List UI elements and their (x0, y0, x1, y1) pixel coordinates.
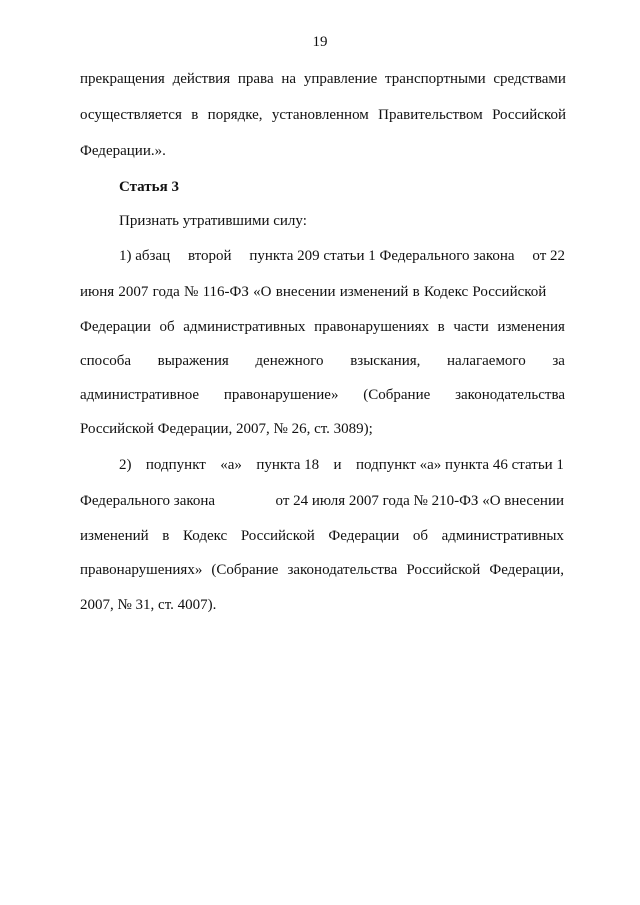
continuation-line-1 (80, 70, 566, 88)
text-segment: пункта 18 (256, 457, 320, 473)
word: средствами (493, 71, 566, 87)
word: (Собрание (363, 387, 431, 403)
word: выражения (157, 353, 229, 369)
item1-line-4 (80, 352, 565, 370)
word: способа (80, 353, 132, 369)
text-segment: «а» (220, 457, 242, 473)
word: транспортными (385, 71, 486, 87)
item1-line-6: Российской Федерации, 2007, № 26, ст. 3089); (80, 421, 373, 437)
word: в (437, 319, 445, 335)
item2-line-5: 2007, № 31, ст. 4007). (80, 597, 217, 613)
word: в (162, 528, 170, 544)
word: порядке, (207, 107, 263, 123)
word: управление (303, 71, 378, 87)
word: осуществляется (80, 107, 182, 123)
text-segment: и (333, 457, 342, 473)
word: правонарушениях» (80, 562, 203, 578)
item1-line-1 (119, 247, 565, 265)
page-number: 19 (312, 34, 328, 50)
word: Федерации (80, 319, 151, 335)
word: на (281, 71, 297, 87)
word: Правительством (378, 107, 483, 123)
word: законодательства (287, 562, 398, 578)
text-segment: 1) абзац (119, 248, 171, 264)
text-segment: от 22 (532, 248, 565, 264)
word: Российской (406, 562, 481, 578)
text-segment: пункта 209 статьи 1 Федерального закона (249, 248, 515, 264)
text-segment: июня 2007 года № 116-ФЗ «О внесении изменений в Кодекс Российской (80, 284, 547, 300)
continuation-line-3: Федерации.». (80, 143, 166, 159)
item1-line-2 (80, 283, 565, 301)
word: Федерации (328, 528, 400, 544)
item2-line-2 (80, 492, 564, 510)
text-segment: подпункт «а» пункта 46 статьи 1 (355, 457, 564, 473)
word: налагаемого (447, 353, 526, 369)
word: правонарушение» (223, 387, 339, 403)
word: административное (80, 387, 200, 403)
word: Федерации, (489, 562, 564, 578)
word: изменений (80, 528, 149, 544)
word: изменения (497, 319, 565, 335)
article-heading: Статья 3 (119, 179, 179, 195)
item1-line-5 (80, 386, 565, 404)
word: прекращения (80, 71, 165, 87)
word: части (453, 319, 489, 335)
word: установленном (271, 107, 369, 123)
word: взыскания, (350, 353, 421, 369)
word: денежного (255, 353, 324, 369)
word: законодательства (455, 387, 565, 403)
word: Кодекс (183, 528, 228, 544)
word: об (159, 319, 175, 335)
continuation-line-2 (80, 106, 566, 124)
article-intro: Признать утратившими силу: (119, 213, 307, 229)
word: (Собрание (211, 562, 279, 578)
word: правонарушениях (314, 319, 429, 335)
word: административных (183, 319, 306, 335)
item2-line-4 (80, 561, 564, 579)
word: за (552, 353, 565, 369)
word: административных (441, 528, 564, 544)
text-segment: второй (187, 248, 232, 264)
word: Российской (240, 528, 315, 544)
word: об (412, 528, 428, 544)
text-segment: Федерального закона (80, 493, 216, 509)
item2-line-3 (80, 527, 564, 545)
text-segment: 2) (119, 457, 132, 473)
item1-line-3 (80, 318, 565, 336)
text-segment: подпункт (145, 457, 206, 473)
word: Российской (492, 107, 566, 123)
word: права (237, 71, 274, 87)
item2-line-1 (119, 456, 564, 474)
word: в (191, 107, 199, 123)
word: действия (172, 71, 231, 87)
text-segment: от 24 июля 2007 года № 210-ФЗ «О внесении (275, 493, 564, 509)
